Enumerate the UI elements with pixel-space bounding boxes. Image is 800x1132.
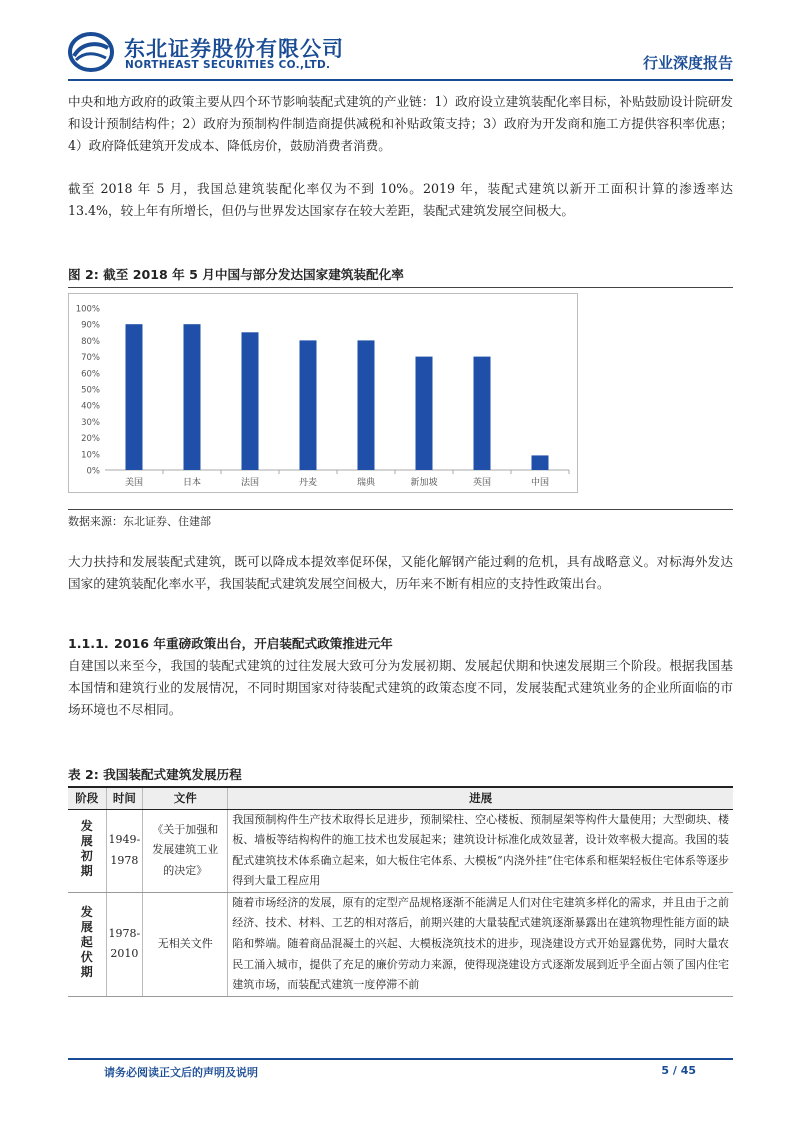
header-time: 时间 [106,787,143,809]
y-tick-label: 40% [81,401,100,412]
bar-6 [474,357,491,470]
header-progress: 进展 [228,787,733,809]
bar-3 [300,340,317,470]
bar-1 [184,324,201,470]
section-title: 2016 年重磅政策出台，开启装配式政策推进元年 [114,636,393,651]
row-progress: 我国预制构件生产技术取得长足进步，预制梁柱、空心楼板、预制屋架等构件大量使用；大型砌块、楼板、墙板等结构构件的施工技术也发展起来；建筑设计标准化成效显著，设计效率极大提高。我国的装配式建筑技术体系确立起来，如大板住宅体系、大模板“内浇外挂”住宅体系和框架轻板住宅体系等逐步得到大量工程应用 [228,809,733,892]
figure-source: 数据来源：东北证券、住建部 [68,515,211,528]
footer-disclaimer: 请务必阅读正文后的声明及说明 [104,1066,258,1079]
table-row [68,892,733,996]
row-document: 无相关文件 [143,892,228,996]
row-time: 1978-2010 [106,892,143,996]
company-name-en: NORTHEAST SECURITIES CO.,LTD. [125,59,331,71]
paragraph-development-stages: 自建国以来至今，我国的装配式建筑的过往发展大致可分为发展初期、发展起伏期和快速发展期三个阶段。根据我国基本国情和建筑行业的发展情况，不同时期国家对待装配式建筑的政策态度不同，发展装配式建筑业务的企业所面临的市场环境也不尽相同。 [68,658,733,718]
row-time: 1949-1978 [106,809,143,892]
page-header [68,28,733,78]
x-tick-label: 瑞典 [356,478,376,488]
y-tick-label: 80% [81,336,100,347]
y-tick-label: 20% [81,434,100,445]
bar-2 [242,332,259,470]
y-tick-label: 0% [86,466,100,477]
assembly-rate-chart [68,293,578,493]
x-tick-label: 美国 [124,478,144,488]
section-heading [68,633,393,652]
y-tick-label: 70% [81,353,100,364]
y-tick-label: 30% [81,417,100,428]
paragraph-strategic-significance: 大力扶持和发展装配式建筑，既可以降成本提效率促环保，又能化解钢产能过剩的危机，具有战略意义。对标海外发达国家的建筑装配化率水平，我国装配式建筑发展空间极大，历年来不断有相应的支持性政策出台。 [68,554,733,592]
page-number: 5 / 45 [661,1064,696,1077]
paragraph-assembly-rate: 截至 2018 年 5 月，我国总建筑装配化率仅为不到 10%。2019 年，装配式建筑以新开工面积计算的渗透率达 13.4%，较上年有所增长，但仍与世界发达国家存在较大差距，装配式建筑发展空间极大。 [68,181,733,219]
table-title: 表 2: 我国装配式建筑发展历程 [68,767,242,782]
company-logo-icon [68,32,114,72]
y-tick-label: 50% [81,385,100,396]
chart-svg [69,294,577,492]
bar-5 [416,357,433,470]
header-stage: 阶段 [68,787,106,809]
x-tick-label: 日本 [182,478,202,488]
y-tick-label: 60% [81,369,100,380]
row-document: 《关于加强和发展建筑工业的决定》 [143,809,228,892]
row-stage: 发展起伏期 [80,905,93,980]
y-tick-label: 10% [81,450,100,461]
table-header-row [68,787,733,809]
header-divider [68,79,733,81]
paragraph-policy-chain: 中央和地方政府的政策主要从四个环节影响装配式建筑的产业链：1）政府设立建筑装配化率目标，补贴鼓励设计院研发和设计预制结构件；2）政府为预制构件制造商提供减税和补贴政策支持；3）政府为开发商和施工方提供容积率优惠；4）政府降低建筑开发成本、降低房价，鼓励消费者消费。 [68,94,733,154]
x-tick-label: 中国 [530,478,550,488]
y-tick-label: 90% [81,320,100,331]
bar-7 [532,455,549,470]
figure-title: 图 2: 截至 2018 年 5 月中国与部分发达国家建筑装配化率 [68,267,404,282]
figure-bottom-rule [68,509,733,510]
x-tick-label: 丹麦 [298,478,318,488]
report-type: 行业深度报告 [642,54,733,72]
row-progress: 随着市场经济的发展，原有的定型产品规格逐渐不能满足人们对住宅建筑多样化的需求，并且由于之前经济、技术、材料、工艺的相对落后，前期兴建的大量装配式建筑逐渐暴露出在建筑物理性能方面的缺陷和弊端。随着商品混凝土的兴起、大模板浇筑技术的进步，现浇建设方式开始显露优势，同时大量农民工涌入城市，提供了充足的廉价劳动力来源，使得现浇建设方式逐渐发展到近乎全面占领了国内住宅建筑市场，而装配式建筑一度停滞不前 [228,892,733,996]
company-name-cn: 东北证券股份有限公司 [124,37,344,61]
footer-divider [68,1058,733,1060]
table-row [68,809,733,892]
row-stage: 发展初期 [80,818,93,878]
figure-top-rule [68,287,733,288]
header-document: 文件 [143,787,228,809]
x-tick-label: 新加坡 [410,478,438,488]
x-tick-label: 法国 [240,478,260,488]
bar-0 [126,324,143,470]
development-history-table [68,786,733,997]
y-tick-label: 100% [75,304,100,315]
section-number: 1.1.1. [68,636,109,651]
x-tick-label: 英国 [472,478,492,488]
bar-4 [358,340,375,470]
